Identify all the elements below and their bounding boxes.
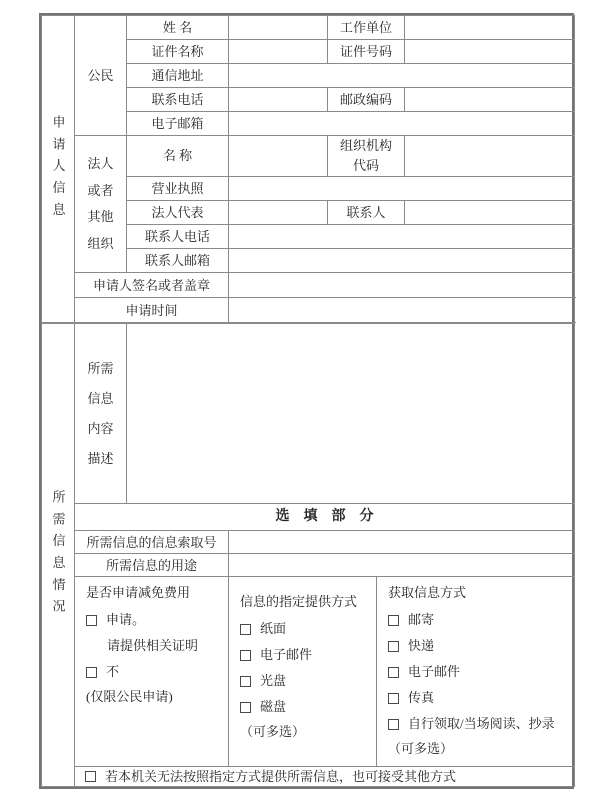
option-obtain-self[interactable] [388, 714, 570, 734]
group-label-citizen: 公民 [75, 16, 127, 136]
optional-part-header: 选填部分 [75, 504, 575, 531]
label-cert-no: 证件号码 [328, 40, 405, 64]
group-label-organization: 法人或者其他组织 [75, 136, 127, 273]
phone-value-cell[interactable] [229, 88, 328, 112]
label-postcode: 邮政编码 [328, 88, 405, 112]
checkbox-fee-no-icon[interactable] [86, 667, 97, 678]
checkbox-provide-cd-icon[interactable] [240, 676, 251, 687]
org-name-value-cell[interactable] [229, 136, 328, 177]
label-org-code: 组织机构代码 [328, 136, 405, 177]
option-obtain-self-label: 自行领取/当场阅读、抄录 [408, 716, 555, 732]
address-value-cell[interactable] [229, 64, 575, 88]
fallback-option-cell [75, 767, 575, 787]
label-signature: 申请人签名或者盖章 [75, 273, 229, 298]
label-index-no: 所需信息的信息索取号 [75, 531, 229, 554]
label-contact: 联系人 [328, 201, 405, 225]
cert-no-value-cell[interactable] [405, 40, 575, 64]
fee-waiver-footnote: (仅限公民申请) [86, 689, 173, 705]
contact-value-cell[interactable] [405, 201, 575, 225]
option-fee-no-label: 不 [106, 664, 120, 680]
checkbox-provide-disk-icon[interactable] [240, 702, 251, 713]
contact-phone-value-cell[interactable] [229, 225, 575, 249]
option-obtain-fax[interactable] [388, 688, 570, 708]
option-provide-email[interactable] [240, 645, 372, 665]
required-info-table [41, 323, 575, 787]
option-provide-paper-label: 纸面 [260, 621, 287, 637]
option-provide-cd-label: 光盘 [260, 673, 287, 689]
legal-rep-value-cell[interactable] [229, 201, 328, 225]
checkbox-obtain-email-icon[interactable] [388, 667, 399, 678]
postcode-value-cell[interactable] [405, 88, 575, 112]
option-provide-disk[interactable] [240, 697, 372, 717]
obtain-method-header: 获取信息方式 [388, 585, 467, 601]
contact-email-value-cell[interactable] [229, 249, 575, 273]
signature-value-cell[interactable] [229, 273, 575, 298]
option-provide-cd[interactable] [240, 671, 372, 691]
label-name: 姓 名 [127, 16, 229, 40]
label-contact-email: 联系人邮箱 [127, 249, 229, 273]
checkbox-obtain-fax-icon[interactable] [388, 693, 399, 704]
checkbox-provide-email-icon[interactable] [240, 650, 251, 661]
index-no-value-cell[interactable] [229, 531, 575, 554]
obtain-method-cell [377, 577, 575, 767]
option-fee-apply-label: 申请。 [106, 612, 146, 628]
fee-apply-note: 请提供相关证明 [107, 638, 199, 654]
provide-method-cell [229, 577, 377, 767]
label-email: 电子邮箱 [127, 112, 229, 136]
label-contact-phone: 联系人电话 [127, 225, 229, 249]
option-obtain-email-label: 电子邮件 [408, 664, 461, 680]
option-obtain-mail[interactable] [388, 610, 570, 630]
applicant-info-table [41, 15, 575, 323]
section-label-applicant-info: 申请人信息 [42, 16, 75, 323]
label-legal-rep: 法人代表 [127, 201, 229, 225]
option-provide-disk-label: 磁盘 [260, 699, 287, 715]
option-provide-email-label: 电子邮件 [260, 647, 313, 663]
apply-time-value-cell[interactable] [229, 298, 575, 323]
option-fee-apply[interactable] [86, 610, 224, 630]
option-obtain-fax-label: 传真 [408, 690, 435, 706]
option-fee-no[interactable] [86, 662, 224, 682]
label-work-unit: 工作单位 [328, 16, 405, 40]
option-obtain-express[interactable] [388, 636, 570, 656]
option-fallback[interactable] [85, 769, 574, 785]
cert-name-value-cell[interactable] [229, 40, 328, 64]
checkbox-obtain-mail-icon[interactable] [388, 615, 399, 626]
option-obtain-express-label: 快递 [408, 638, 435, 654]
obtain-method-footnote: （可多选） [388, 741, 454, 757]
fee-waiver-cell [75, 577, 229, 767]
checkbox-fee-apply-icon[interactable] [86, 615, 97, 626]
label-cert-name: 证件名称 [127, 40, 229, 64]
email-value-cell[interactable] [229, 112, 575, 136]
provide-method-footnote: （可多选） [240, 724, 306, 740]
label-phone: 联系电话 [127, 88, 229, 112]
option-obtain-mail-label: 邮寄 [408, 612, 435, 628]
label-address: 通信地址 [127, 64, 229, 88]
option-fallback-label: 若本机关无法按照指定方式提供所需信息，也可接受其他方式 [105, 768, 457, 784]
checkbox-provide-paper-icon[interactable] [240, 624, 251, 635]
checkbox-obtain-express-icon[interactable] [388, 641, 399, 652]
checkbox-obtain-self-icon[interactable] [388, 719, 399, 730]
name-value-cell[interactable] [229, 16, 328, 40]
section-label-required-info: 所需信息情况 [42, 324, 75, 787]
option-obtain-email[interactable] [388, 662, 570, 682]
description-value-cell[interactable] [127, 324, 575, 504]
application-form [39, 13, 574, 789]
provide-method-header: 信息的指定提供方式 [240, 594, 358, 610]
label-apply-time: 申请时间 [75, 298, 229, 323]
fee-waiver-header: 是否申请减免费用 [86, 585, 191, 601]
label-license: 营业执照 [127, 177, 229, 201]
option-provide-paper[interactable] [240, 619, 372, 639]
work-unit-value-cell[interactable] [405, 16, 575, 40]
purpose-value-cell[interactable] [229, 554, 575, 577]
license-value-cell[interactable] [229, 177, 575, 201]
label-purpose: 所需信息的用途 [75, 554, 229, 577]
label-org-name: 名 称 [127, 136, 229, 177]
label-description: 所需信息内容描述 [75, 324, 127, 504]
org-code-value-cell[interactable] [405, 136, 575, 177]
checkbox-fallback-icon[interactable] [85, 771, 96, 782]
